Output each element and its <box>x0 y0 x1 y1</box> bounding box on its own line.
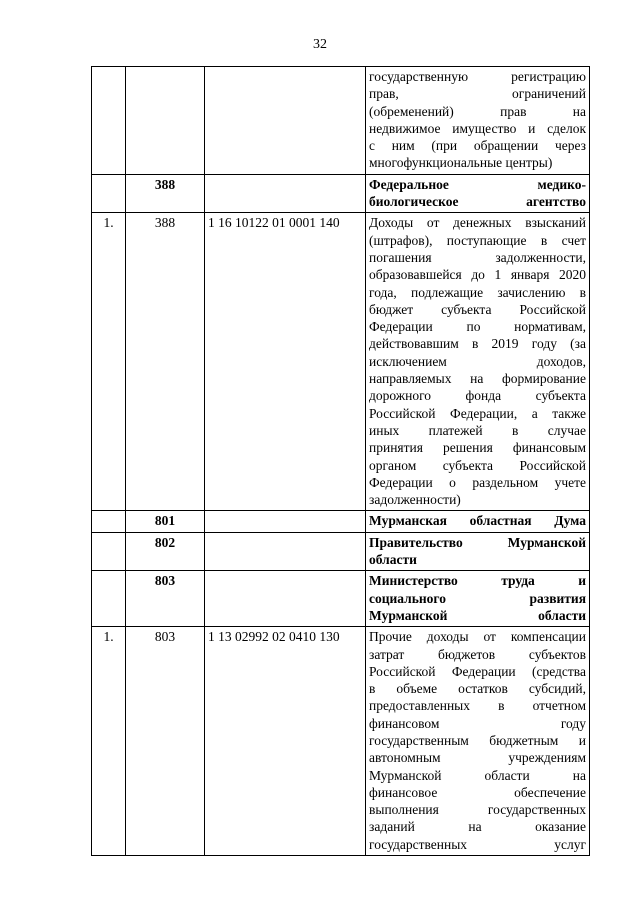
revenue-description: государственную регистрацию прав, ограничений (обременений) прав на недвижимое имущество и сделок с ним (при обращении через многофункциональные центры) <box>366 67 590 175</box>
table-row <box>92 174 590 213</box>
row-number: 1. <box>92 213 126 511</box>
admin-code: 801 <box>126 511 205 532</box>
admin-code: 803 <box>126 571 205 627</box>
admin-code: 388 <box>126 213 205 511</box>
revenue-code: 1 16 10122 01 0001 140 <box>205 213 366 511</box>
revenue-code <box>205 67 366 175</box>
table-row <box>92 511 590 532</box>
administrator-name: Правительство Мурманской области <box>366 532 590 571</box>
revenue-description: Доходы от денежных взысканий (штрафов), поступающие в счет погашения задолженности, образовавшейся до 1 января 2020 года, подлежащие зачислению в бюджет субъекта Российской Федерации по нормативам, действовавшим в 2019 году (за исключением доходов, направляемых на формирование дорожного фонда субъекта Российской Федерации, а также иных платежей в случае принятия решения финансовым органом субъекта Российской Федерации о раздельном учете задолженности) <box>366 213 590 511</box>
table-row <box>92 67 590 175</box>
row-number <box>92 571 126 627</box>
revenue-code <box>205 532 366 571</box>
revenue-code <box>205 571 366 627</box>
row-number <box>92 532 126 571</box>
admin-code: 388 <box>126 174 205 213</box>
revenue-description: Прочие доходы от компенсации затрат бюджетов субъектов Российской Федерации (средства в объеме остатков субсидий, предоставленных в отчетном финансовом году государственным бюджетным и автономным учреждениям Мурманской области на финансовое обеспечение выполнения государственных заданий на оказание государственных услуг <box>366 627 590 856</box>
revenue-table <box>91 66 590 856</box>
row-number <box>92 511 126 532</box>
revenue-code <box>205 174 366 213</box>
row-number <box>92 174 126 213</box>
revenue-code <box>205 511 366 532</box>
revenue-code: 1 13 02992 02 0410 130 <box>205 627 366 856</box>
administrator-name: Министерство труда и социального развития Мурманской области <box>366 571 590 627</box>
row-number <box>92 67 126 175</box>
table-row <box>92 627 590 856</box>
page-number: 32 <box>313 37 327 52</box>
table-row <box>92 532 590 571</box>
row-number: 1. <box>92 627 126 856</box>
table-row <box>92 213 590 511</box>
admin-code <box>126 67 205 175</box>
admin-code: 803 <box>126 627 205 856</box>
administrator-name: Мурманская областная Дума <box>366 511 590 532</box>
admin-code: 802 <box>126 532 205 571</box>
administrator-name: Федеральное медико- биологическое агентство <box>366 174 590 213</box>
table-row <box>92 571 590 627</box>
